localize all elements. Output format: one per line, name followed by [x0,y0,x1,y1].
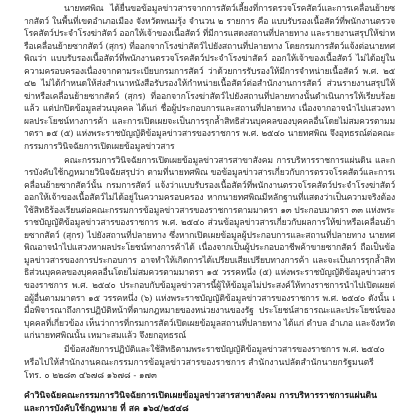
body-paragraph: นายทศพิณ ได้ยื่นขอข้อมูลข่าวสารจากการสัตว์เลี้ยงที่การตรวจโรคสัตว์และการเคลื่อนย้ายซากสัตว์ ในพื้นที่เขตอำเภอเมือง จังหวัดพนมรุ้ง จำนวน ๒ รายการ คือ แบบรับรองเนื้อสัตว์ที่พนักงานตรวจโรคสัตว์ประจำโรงฆ่าสัตว์ ออกให้เจ้าของเนื้อสัตว์ ที่มีการแสดงสถานที่ปลายทาง และรายงานสรุปให้ฆ่าหรือเคลื่อนย้ายซากสัตว์ (สุกร) ที่ออกจากโรงฆ่าสัตว์ไปยังสถานที่ปลายทาง โดยกรมการสัตว์แจ้งต่อนายทศพิณว่า แบบรับรองเนื้อสัตว์ที่พนักงานตรวจโรคสัตว์ประจำโรงฆ่าสัตว์ ออกให้เจ้าของเนื้อสัตว์ ไม่ได้อยู่ในความครอบครองเนื่องจากตามระเบียบกรมการสัตว์ ว่าด้วยการรับรองให้มีการจำหน่ายเนื้อสัตว์ พ.ศ. ๒๕๔๒ ไม่ได้กำหนดให้ส่งสำเนาหนังสือรับรองให้กำหน่ายเนื้อสัตว์ต่อสำนักงานการสัตว์ ส่วนรายงานสรุปให้ฆ่าหรือเคลื่อนย้ายซากสัตว์ (สุกร) ที่ออกจากโรงฆ่าสัตว์ไปยังสถานที่ปลายทางนั้นดำเนินการให้เรียบร้อยแล้ว แต่ปกปิดข้อมูลส่วนบุคคล ได้แก่ ชื่อผู้ประกอบการและสถานที่ปลายทาง เนื่องจากอาจนำไปแสวงหาผลประโยชน์ทางการค้า และการเปิดเผยจะเป็นการรุกล้ำสิทธิส่วนบุคคลของบุคคลอื่นโดยไม่สมควรตามมาตรา ๑๕ (๕) แห่งพระราชบัญญัติข้อมูลข่าวสารของราชการ พ.ศ. ๒๕๔๐ นายทศพิณ จึงอุทธรณ์ต่อคณะกรรมการวินิจฉัยการเปิดเผยข้อมูลข่าวสาร [24,4,395,153]
heading-line: คำวินิจฉัยคณะกรรมการวินิจฉัยการเปิดเผยข้อมูลข่าวสารสาขาสังคม การบริหารราชการแผ่นดิน [24,391,377,402]
next-section-heading [24,390,395,416]
body-paragraph: คณะกรรมการวินิจฉัยการเปิดเผยข้อมูลข่าวสารสาขาสังคม การบริหารราชการแผ่นดิน และการบังคับใช้กฎหมายวินิจฉัยสรุปว่า ตามที่นายทศพิณ ขอข้อมูลข่าวสารเกี่ยวกับการตรวจโรคสัตว์และการเคลื่อนย้ายซากสัตว์นั้น กรมการสัตว์ แจ้งว่าแบบรับรองเนื้อสัตว์ที่พนักงานตรวจโรคสัตว์ประจำโรงฆ่าสัตว์ออกให้เจ้าของเนื้อสัตว์ไม่ได้อยู่ในความครอบครอง หากนายทศพิณมีหลักฐานที่แสดงว่าเป็นความจริงต้องใช้สิทธิร้องเรียนต่อคณะกรรมการข้อมูลข่าวสารของราชการตามมาตรา ๑๓ ประกอบมาตรา ๓๓ แห่งพระราชบัญญัติข้อมูลข่าวสารของราชการ พ.ศ. ๒๕๔๐ ส่วนข้อมูลข่าวสารเกี่ยวกับผลการให้ฆ่าหรือเคลื่อนย้ายซากสัตว์ (สุกร) ไปยังสถานที่ปลายทาง ซึ่งหากเปิดเผยข้อมูลผู้ประกอบการและสถานที่ปลายทาง นายทศพิณอาจนำไปแสวงหาผลประโยชน์ทางการค้าได้ เนื่องจากเป็นผู้ประกอบอาชีพค้าขายซากสัตว์ ถือเป็นข้อมูลข่าวสารของการประกอบการ อาจทำให้เกิดการได้เปรียบเสียเปรียบทางการค้า และจะเป็นการรุกล้ำสิทธิส่วนบุคคลของบุคคลอื่นโดยไม่สมควรตามมาตรา ๑๕ วรรคหนึ่ง (๕) แห่งพระราชบัญญัติข้อมูลข่าวสารของราชการ พ.ศ. ๒๕๔๐ ประกอบกับข้อมูลข่าวสารนี้ผู้ให้ข้อมูลไม่ประสงค์ให้ทางราชการนำไปเปิดเผยต่อผู้อื่นตามมาตรา ๑๕ วรรคหนึ่ง (๖) แห่งพระราชบัญญัติข้อมูลข่าวสารของราชการ พ.ศ. ๒๕๔๐ ดังนั้น เมื่อพิจารณาถึงการปฏิบัติหน้าที่ตามกฎหมายของหน่วยงานของรัฐ ประโยชน์สาธารณะและประโยชน์ของบุคคลที่เกี่ยวข้อง เห็นว่าการที่กรมการสัตว์เปิดเผยข้อมูลสถานที่ปลายทาง ได้แก่ ตำบล อำเภอ และจังหวัด แก่นายทศพิณนั้น เหมาะสมแล้ว จึงยกอุทธรณ์ [24,155,395,342]
heading-line: และการบังคับใช้กฎหมาย ที่ สค ๑๖๔/๒๕๔๘ [24,404,189,415]
body-paragraph: มีข้อสงสัยการปฏิบัติและใช้สิทธิตามพระราชบัญญัติข้อมูลข่าวสารของราชการ พ.ศ. ๒๕๔๐ [64,344,385,355]
phone-line: โทร. ๐ ๒๒๘๓ ๔๖๗๘ ๑๖๗๘ - ๑๗๓ [24,370,157,381]
contact-line: หรือไปให้สำนักงานคณะกรรมการข้อมูลข่าวสารของราชการ สำนักงานปลัดสำนักนายกรัฐมนตรี [24,358,374,369]
